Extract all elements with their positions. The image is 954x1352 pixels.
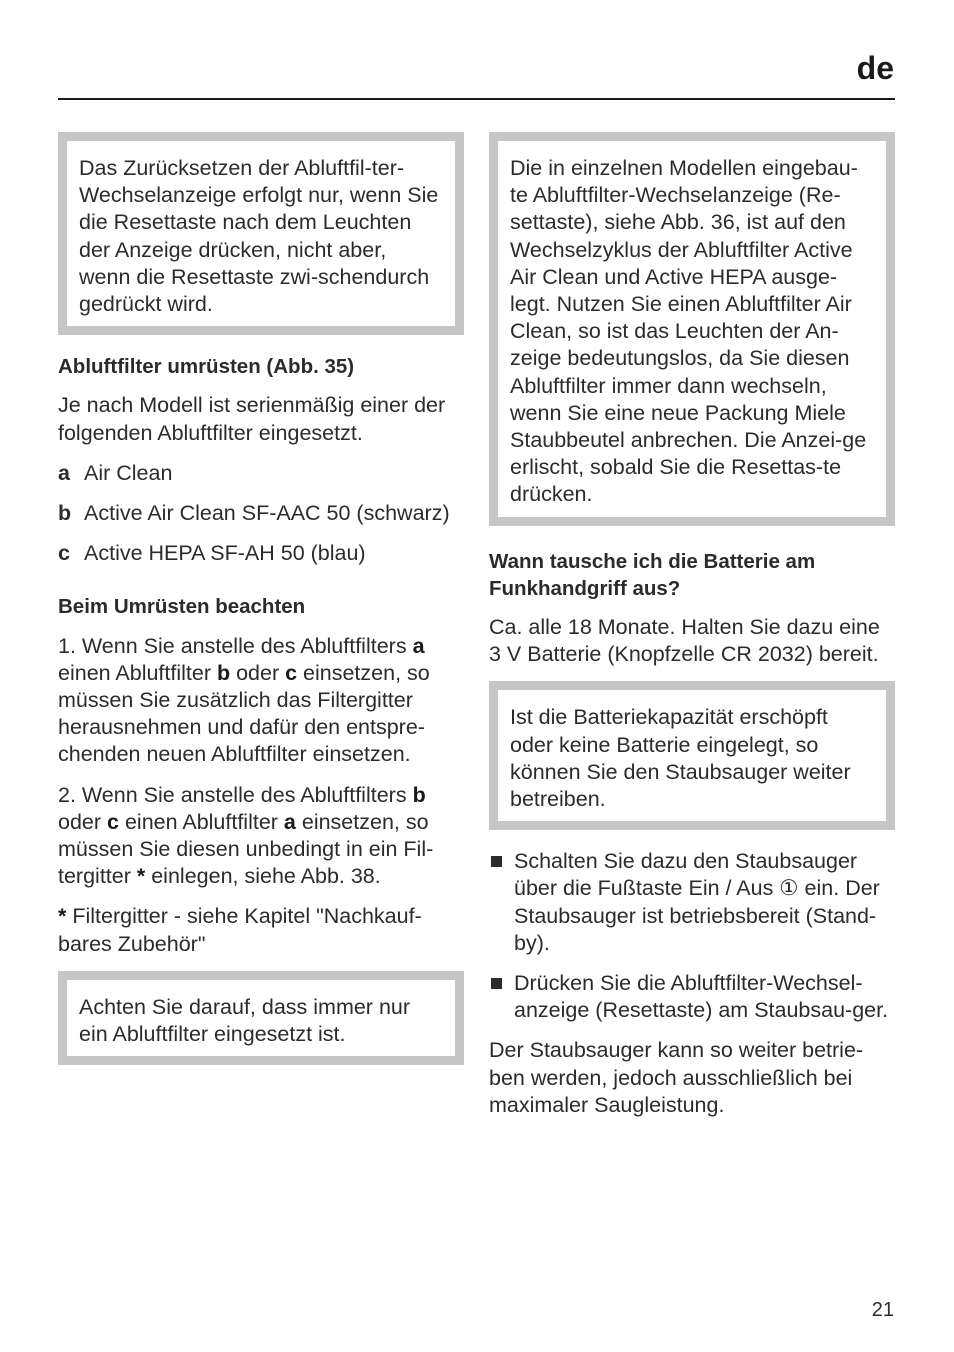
list-item [58,500,464,527]
section-heading-battery: Wann tausche ich die Batterie am Funkhandgriff aus? [489,549,816,600]
section-heading-retrofit: Beim Umrüsten beachten [58,595,306,619]
language-code: de [856,50,894,86]
list-text: Active Air Clean SF-AAC 50 (schwarz) [84,501,450,526]
header-rule [58,98,895,100]
list-item [58,540,464,567]
list-item [58,460,464,487]
bullet-item [489,970,895,1024]
info-box-reset [58,132,464,335]
closing-paragraph: Der Staubsauger kann so weiter betrie-ben werden, jedoch ausschließlich bei maximaler Saugleistung. [489,1038,864,1117]
info-box-text: Die in einzelnen Modellen eingebau-te Abluftfilter-Wechselanzeige (Re-settaste), siehe Abb. 36, ist auf den Wechselzyklus der Abluftfilter Active Air Clean und Active HEPA ausge-legt. Nutzen Sie einen Abluftfilter Air Clean, so ist das Leuchten der An-zeige bedeutungslos, da Sie diesen Abluftfilter immer dann wechseln, wenn Sie eine neue Packung Miele Staubbeutel anbrechen. Die Anzei-ge erlischt, sobald Sie die Resettas-te drücken. [510,156,867,507]
page-number: 21 [871,1299,894,1321]
section-heading-filter: Abluftfilter umrüsten (Abb. 35) [58,355,355,379]
info-box-battery [489,681,895,830]
info-box-text: Das Zurücksetzen der Abluftfil-ter-Wechselanzeige erfolgt nur, wenn Sie die Resettaste nach dem Leuchten der Anzeige drücken, nicht aber, wenn die Resettaste zwi-schendurch gedrückt wird. [79,156,439,317]
info-box-one-filter [58,971,464,1065]
right-column [489,132,895,1132]
bullet-square-icon [491,856,502,867]
paragraph-step-1: 1. Wenn Sie anstelle des Abluftfilters a einen Abluftfilter b oder c einsetzen, so müssen Sie zusätzlich das Filtergitter herausnehmen und dafür den entspre-chenden neuen Abluftfilter einsetzen. [58,633,430,767]
info-box-text: Ist die Batteriekapazität erschöpft oder keine Batterie eingelegt, so können Sie den Staubsauger weiter betreiben. [510,705,851,812]
intro-paragraph: Je nach Modell ist serienmäßig einer der folgenden Abluftfilter eingesetzt. [58,393,446,445]
battery-paragraph: Ca. alle 18 Monate. Halten Sie dazu eine 3 V Batterie (Knopfzelle CR 2032) bereit. [489,615,880,667]
list-key: b [58,501,72,526]
list-key: c [58,541,70,566]
paragraph-step-2: 2. Wenn Sie anstelle des Abluftfilters b oder c einen Abluftfilter a einsetzen, so müssen Sie diesen unbedingt in ein Fil-tergitter * einlegen, siehe Abb. 38. [58,782,434,889]
info-box-text: Achten Sie darauf, dass immer nur ein Abluftfilter eingesetzt ist. [79,994,411,1047]
bullet-item [489,848,895,957]
bullet-text: Drücken Sie die Abluftfilter-Wechsel-anzeige (Resettaste) am Staubsau-ger. [514,971,889,1023]
list-text: Air Clean [84,460,173,485]
bullet-square-icon [491,978,502,989]
list-text: Active HEPA SF-AH 50 (blau) [84,541,366,566]
footnote: * Filtergitter - siehe Kapitel "Nachkauf-bares Zubehör" [58,904,422,956]
info-box-indicator [489,132,895,526]
list-key: a [58,460,70,485]
bullet-text: Schalten Sie dazu den Staubsauger über die Fußtaste Ein / Aus ① ein. Der Staubsauger ist betriebsbereit (Stand-by). [514,849,880,955]
left-column [58,132,464,1083]
